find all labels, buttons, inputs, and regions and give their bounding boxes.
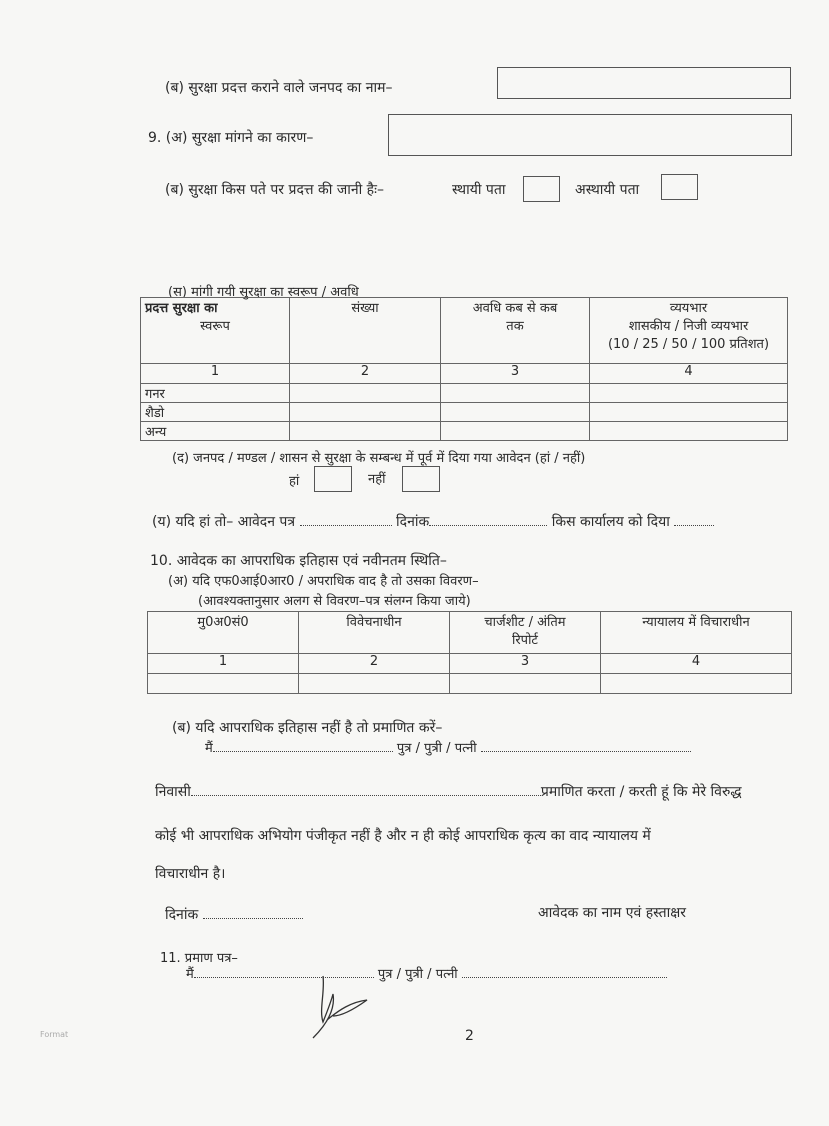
application-field[interactable] — [300, 513, 392, 526]
row-label-other: अन्य — [141, 422, 290, 441]
gunner-duration-cell[interactable] — [441, 384, 590, 403]
shadow-expense-cell[interactable] — [590, 403, 788, 422]
table-row — [141, 403, 788, 422]
case-no-cell[interactable] — [148, 674, 299, 694]
table-row — [148, 674, 792, 694]
shadow-duration-cell[interactable] — [441, 403, 590, 422]
q10a-note: (आवश्यक्तानुसार अलग से विवरण–पत्र संलग्न किया जाये) — [198, 594, 471, 609]
certify-text: प्रमाणित करता / करती हूं कि मेरे विरुद्ध — [540, 784, 742, 800]
gunner-expense-cell[interactable] — [590, 384, 788, 403]
criminal-header-case-no: मु0अ0सं0 — [148, 612, 299, 654]
other-duration-cell[interactable] — [441, 422, 590, 441]
col-number: 2 — [290, 364, 441, 384]
permanent-address-checkbox[interactable] — [523, 176, 560, 202]
col-number: 1 — [141, 364, 290, 384]
i-label: मैं — [186, 967, 194, 982]
criminal-header-investigation: विवेचनाधीन — [299, 612, 450, 654]
i-label: मैं — [205, 741, 213, 756]
q9c-label: (स) मांगी गयी सुरक्षा का स्वरूप / अवधि — [168, 285, 359, 300]
q9d-label: (द) जनपद / मण्डल / शासन से सुरक्षा के सम्बन्ध में पूर्व में दिया गया आवेदन (हां / नहीं) — [172, 451, 586, 466]
row-label-gunner: गनर — [141, 384, 290, 403]
application-date-field[interactable] — [429, 513, 547, 526]
security-reason-field[interactable] — [388, 114, 792, 156]
security-header-expense: व्ययभार शासकीय / निजी व्ययभार (10 / 25 / 50 / 100 प्रतिशत) — [590, 298, 788, 364]
gunner-count-cell[interactable] — [290, 384, 441, 403]
no-checkbox[interactable] — [402, 466, 440, 492]
shadow-count-cell[interactable] — [290, 403, 441, 422]
table-row — [141, 422, 788, 441]
investigation-cell[interactable] — [299, 674, 450, 694]
q10b-name-line — [205, 738, 691, 756]
temporary-address-label: अस्थायी पता — [575, 182, 640, 198]
q9e-line — [152, 512, 714, 531]
col-number: 1 — [148, 654, 299, 674]
yes-label: हां — [289, 474, 300, 489]
col-number: 3 — [450, 654, 601, 674]
district-name-field[interactable] — [497, 67, 791, 99]
date-label: दिनांक — [396, 514, 430, 530]
yes-checkbox[interactable] — [314, 466, 352, 492]
chargesheet-cell[interactable] — [450, 674, 601, 694]
q10-label: 10. आवेदक का आपराधिक इतिहास एवं नवीनतम स्थिति– — [150, 553, 447, 569]
declaration-line-3: विचाराधीन है। — [155, 866, 226, 882]
table-row — [148, 654, 792, 674]
footer-small-text: Format — [40, 1030, 69, 1039]
resident-label: निवासी — [155, 784, 191, 800]
col-number: 4 — [601, 654, 792, 674]
col-number: 4 — [590, 364, 788, 384]
criminal-table — [147, 611, 792, 694]
declaration-date — [165, 905, 303, 924]
security-header-nature: प्रदत्त सुरक्षा का स्वरूप — [141, 298, 290, 364]
criminal-header-chargesheet: चार्जशीट / अंतिम रिपोर्ट — [450, 612, 601, 654]
security-header-count: संख्या — [290, 298, 441, 364]
relation-label: पुत्र / पुत्री / पत्नी — [396, 741, 477, 756]
criminal-header-court: न्यायालय में विचाराधीन — [601, 612, 792, 654]
other-expense-cell[interactable] — [590, 422, 788, 441]
security-table — [140, 297, 788, 441]
q9e-label: (य) यदि हां तो– आवेदन पत्र — [152, 514, 296, 530]
signature-scribble — [305, 972, 375, 1044]
name-field[interactable] — [213, 739, 393, 752]
q9b-label: (ब) सुरक्षा किस पते पर प्रदत्त की जानी हैः– — [165, 182, 384, 198]
no-label: नहीं — [368, 472, 386, 487]
court-cell[interactable] — [601, 674, 792, 694]
relation-name-field[interactable] — [481, 739, 691, 752]
security-header-duration: अवधि कब से कब तक — [441, 298, 590, 364]
resident-line — [155, 782, 742, 801]
declaration-line-2: कोई भी आपराधिक अभियोग पंजीकृत नहीं है और न ही कोई आपराधिक कृत्य का वाद न्यायालय में — [155, 828, 651, 844]
page-number: 2 — [465, 1028, 474, 1044]
temporary-address-checkbox[interactable] — [661, 174, 698, 200]
q9a-label: 9. (अ) सुरक्षा मांगने का कारण– — [148, 130, 314, 146]
date-label: दिनांक — [165, 907, 199, 923]
col-number: 3 — [441, 364, 590, 384]
col-number: 2 — [299, 654, 450, 674]
q11-name-line — [186, 964, 667, 982]
q8b-label: (ब) सुरक्षा प्रदत्त कराने वाले जनपद का नाम– — [165, 80, 393, 96]
table-row — [141, 384, 788, 403]
q11-label: 11. प्रमाण पत्र– — [160, 951, 238, 966]
certificate-relation-field[interactable] — [462, 965, 667, 978]
applicant-signature-label: आवेदक का नाम एवं हस्ताक्षर — [538, 905, 687, 921]
office-field[interactable] — [674, 513, 714, 526]
q10b-label: (ब) यदि आपराधिक इतिहास नहीं है तो प्रमाणित करें– — [172, 720, 443, 736]
office-label: किस कार्यालय को दिया — [551, 514, 670, 530]
other-count-cell[interactable] — [290, 422, 441, 441]
row-label-shadow: शैडो — [141, 403, 290, 422]
resident-field[interactable] — [191, 783, 541, 796]
declaration-date-field[interactable] — [203, 906, 303, 919]
relation-label: पुत्र / पुत्री / पत्नी — [377, 967, 458, 982]
q10a-label: (अ) यदि एफ0आई0आर0 / अपराधिक वाद है तो उसका विवरण– — [168, 574, 479, 589]
permanent-address-label: स्थायी पता — [452, 182, 506, 198]
table-row — [141, 364, 788, 384]
